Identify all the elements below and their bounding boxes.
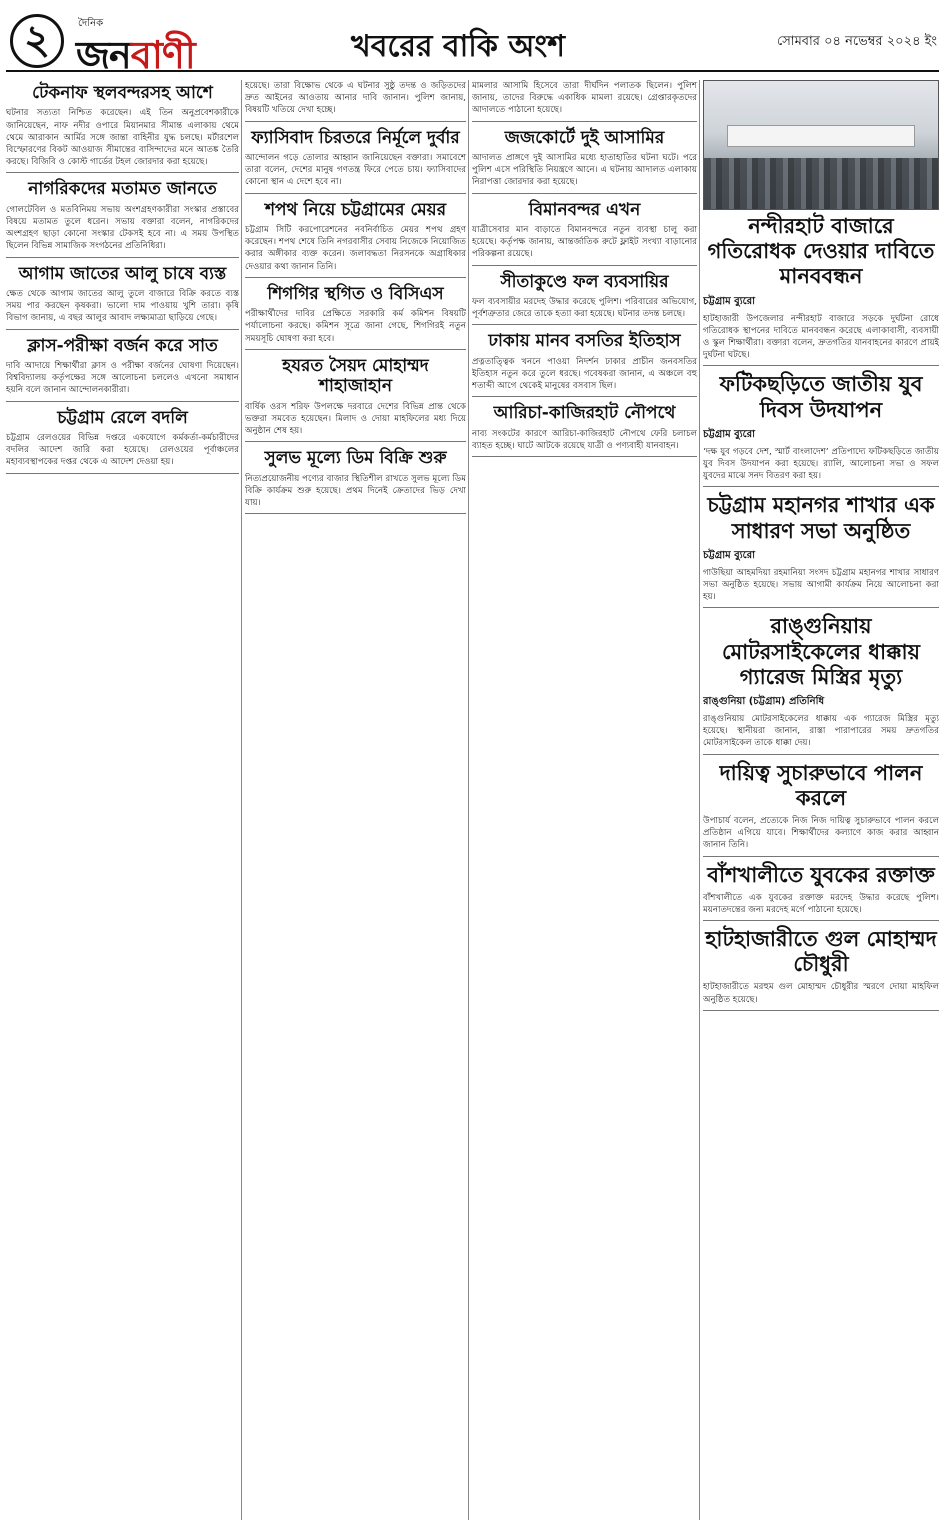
news-story bbox=[703, 214, 939, 366]
news-story bbox=[6, 408, 239, 474]
story-body: ক্ষেত থেকে আগাম জাতের আলু তুলে বাজারে বিক্রি করতে ব্যস্ত সময় পার করছেন কৃষকরা। ভালো দাম পাওয়ায় খুশি তারা। কৃষি বিভাগ জানায়, এ বছর আলুর আবাদ লক্ষ্যমাত্রা ছাড়িয়ে গেছে। bbox=[6, 289, 239, 324]
story-headline: বিমানবন্দর এখন bbox=[528, 199, 641, 220]
news-story bbox=[703, 614, 939, 754]
story-headline: জজকোর্টে দুই আসামির bbox=[504, 127, 665, 148]
news-story bbox=[6, 264, 239, 330]
news-story bbox=[245, 128, 466, 194]
news-story bbox=[245, 356, 466, 442]
story-headline: চট্টগ্রাম মহানগর শাখার এক সাধারণ সভা অনুষ্ঠিত bbox=[707, 493, 935, 543]
story-body: আন্দোলন গড়ে তোলার আহ্বান জানিয়েছেন বক্তারা। সমাবেশে তারা বলেন, দেশের মানুষ গণতন্ত্র ফিরে পেতে চায়। ফ্যাসিবাদের কোনো স্থান এ দেশে হবে না। bbox=[245, 153, 466, 188]
news-story bbox=[472, 331, 697, 397]
crowd-image bbox=[704, 158, 938, 209]
story-body: চট্টগ্রাম সিটি করপোরেশনের নবনির্বাচিত মেয়র শপথ গ্রহণ করেছেন। শপথ শেষে তিনি নগরবাসীর সেবায় নিজেকে নিয়োজিত করার অঙ্গীকার ব্যক্ত করেন। জলাবদ্ধতা নিরসনকে অগ্রাধিকার দেওয়ার কথা জানান তিনি। bbox=[245, 225, 466, 272]
story-headline: আরিচা-কাজিরহাট নৌপথে bbox=[493, 403, 676, 424]
news-story bbox=[6, 336, 239, 402]
logo-red-text: বাণী bbox=[130, 33, 195, 77]
story-body: দাবি আদায়ে শিক্ষার্থীরা ক্লাস ও পরীক্ষা বর্জনের ঘোষণা দিয়েছেন। বিশ্ববিদ্যালয় কর্তৃপক্ষের সঙ্গে আলোচনা চললেও এখনো সমাধান হয়নি বলে জানান আন্দোলনকারীরা। bbox=[6, 361, 239, 396]
story-body: নাব্য সংকটের কারণে আরিচা-কাজিরহাট নৌপথে ফেরি চলাচল ব্যাহত হচ্ছে। ঘাটে আটকে রয়েছে যাত্রী ও পণ্যবাহী যানবাহন। bbox=[472, 428, 697, 451]
story-body: প্রত্নতাত্ত্বিক খননে পাওয়া নিদর্শন ঢাকার প্রাচীন জনবসতির ইতিহাস নতুন করে তুলে ধরছে। গবেষকরা জানান, এ অঞ্চলে বহু শতাব্দী আগে থেকেই মানুষের বসবাস ছিল। bbox=[472, 356, 697, 392]
news-story bbox=[703, 372, 939, 487]
story-body: বার্ষিক ওরস শরিফ উপলক্ষে দরবারে দেশের বিভিন্ন প্রান্ত থেকে ভক্তরা সমবেত হয়েছেন। মিলাদ ও দোয়া মাহফিলের মধ্য দিয়ে অনুষ্ঠান শেষ হয়। bbox=[245, 401, 466, 436]
column-4 bbox=[703, 80, 939, 1520]
story-headline: শিগগির স্থগিত ও বিসিএস bbox=[267, 283, 444, 304]
story-body: বাঁশখালীতে এক যুবকের রক্তাক্ত মরদেহ উদ্ধার করেছে পুলিশ। ময়নাতদন্তের জন্য মরদেহ মর্গে পাঠানো হয়েছে। bbox=[703, 892, 939, 915]
story-headline: রাঙ্গুনিয়ায় মোটরসাইকেলের ধাক্কায় গ্যারেজ মিস্ত্রির মৃত্যু bbox=[721, 614, 920, 689]
story-body: চট্টগ্রাম রেলওয়ের বিভিন্ন দপ্তরে একযোগে কর্মকর্তা-কর্মচারীদের বদলির আদেশ জারি করা হয়েছে। রেলওয়ের পূর্বাঞ্চলের মহাব্যবস্থাপকের দপ্তর থেকে এ আদেশ দেওয়া হয়। bbox=[6, 433, 239, 468]
news-story bbox=[472, 200, 697, 266]
story-headline: হাটহাজারীতে গুল মোহাম্মদ চৌধুরী bbox=[705, 927, 937, 977]
page-number: ২ bbox=[10, 14, 64, 68]
news-story bbox=[472, 272, 697, 326]
column-3 bbox=[472, 80, 697, 1520]
story-headline: বাঁশখালীতে যুবকের রক্তাক্ত bbox=[707, 862, 935, 887]
news-story bbox=[472, 80, 697, 122]
story-body: ফল ব্যবসায়ীর মরদেহ উদ্ধার করেছে পুলিশ। পরিবারের অভিযোগ, পূর্বশত্রুতার জেরে তাকে হত্যা করা হয়েছে। ঘটনার তদন্ত চলছে। bbox=[472, 297, 697, 320]
story-body: রাঙ্গুনিয়ায় মোটরসাইকেলের ধাক্কায় এক গ্যারেজ মিস্ত্রির মৃত্যু হয়েছে। স্থানীয়রা জানান, রাস্তা পারাপারের সময় দ্রুতগতির মোটরসাইকেল তাকে ধাক্কা দেয়। bbox=[703, 713, 939, 749]
story-headline: নাগরিকদের মতামত জানতে bbox=[28, 179, 217, 200]
news-story bbox=[245, 80, 466, 122]
story-headline: ফ্যাসিবাদ চিরতরে নির্মূলে দুর্বার bbox=[251, 127, 460, 148]
story-headline: ঢাকায় মানব বসতির ইতিহাস bbox=[488, 331, 681, 352]
masthead bbox=[6, 10, 939, 77]
story-byline: চট্টগ্রাম ব্যুরো bbox=[703, 549, 756, 561]
story-headline: চট্টগ্রাম রেলে বদলি bbox=[57, 407, 188, 428]
story-headline: সীতাকুণ্ডে ফল ব্যবসায়ির bbox=[500, 271, 669, 292]
news-story bbox=[245, 448, 466, 514]
logo-kicker: দৈনিক bbox=[78, 18, 104, 29]
story-body: নিত্যপ্রয়োজনীয় পণ্যের বাজার স্থিতিশীল রাখতে সুলভ মূল্যে ডিম বিক্রি কার্যক্রম শুরু হয়েছে। প্রথম দিনেই ক্রেতাদের ভিড় দেখা যায়। bbox=[245, 473, 466, 508]
story-body: গাউছিয়া আহমদিয়া রহমানিয়া সংসদ চট্টগ্রাম মহানগর শাখার সাধারণ সভা অনুষ্ঠিত হয়েছে। সভায় আগামী কার্যক্রম নিয়ে আলোচনা করা হয়। bbox=[703, 567, 939, 603]
column-2 bbox=[245, 80, 466, 1520]
story-body: ঘটনার সত্যতা নিশ্চিত করেছেন। এই তিন অনুপ্রবেশকারীকে জানিয়েছেন, নাফ নদীর ওপারে মিয়ানমার সীমান্ত এলাকায় থেমে থেমে আরাকান আর্মির সঙ্গে জান্তা বাহিনীর যুদ্ধ চলছে। মর্টারশেল বিস্ফোরণের বিকট আওয়াজ সীমান্তের বাসিন্দাদের মনে আতঙ্ক তৈরি করছে। বিজিবি ও কোস্ট গার্ডের টহল জোরদার করা হয়েছে। bbox=[6, 108, 239, 168]
story-body: পরীক্ষার্থীদের দাবির প্রেক্ষিতে সরকারি কর্ম কমিশন বিষয়টি পর্যালোচনা করছে। কমিশন সূত্রে জানা গেছে, শিগগিরই নতুন সময়সূচি ঘোষণা করা হবে। bbox=[245, 309, 466, 344]
story-byline: চট্টগ্রাম ব্যুরো bbox=[703, 295, 756, 307]
column-divider bbox=[699, 80, 700, 1520]
news-story bbox=[245, 284, 466, 350]
news-story bbox=[472, 403, 697, 457]
story-body: মামলার আসামি হিসেবে তারা দীর্ঘদিন পলাতক ছিলেন। পুলিশ জানায়, তাদের বিরুদ্ধে একাধিক মামলা রয়েছে। গ্রেপ্তারকৃতদের আদালতে পাঠানো হয়েছে। bbox=[472, 81, 697, 116]
story-body: আদালত প্রাঙ্গণে দুই আসামির মধ্যে হাতাহাতির ঘটনা ঘটে। পরে পুলিশ এসে পরিস্থিতি নিয়ন্ত্রণে আনে। এ ঘটনায় আদালত এলাকায় নিরাপত্তা জোরদার করা হয়েছে। bbox=[472, 153, 697, 188]
story-body: উপাচার্য বলেন, প্রত্যেকে নিজ নিজ দায়িত্ব সুচারুভাবে পালন করলে প্রতিষ্ঠান এগিয়ে যাবে। শিক্ষার্থীদের কল্যাণে কাজ করার আহ্বান জানান তিনি। bbox=[703, 815, 939, 851]
story-headline: শপথ নিয়ে চট্টগ্রামের মেয়র bbox=[264, 199, 447, 220]
story-body: যাত্রীসেবার মান বাড়াতে বিমানবন্দরে নতুন ব্যবস্থা চালু করা হয়েছে। কর্তৃপক্ষ জানায়, আন্তর্জাতিক রুটে ফ্লাইট সংখ্যা বাড়ানোর পরিকল্পনা রয়েছে। bbox=[472, 225, 697, 260]
story-body: হাটহাজারীতে মরহুম গুল মোহাম্মদ চৌধুরীর স্মরণে দোয়া মাহফিল অনুষ্ঠিত হয়েছে। bbox=[703, 982, 939, 1005]
story-headline: সুলভ মূল্যে ডিম বিক্রি শুরু bbox=[264, 448, 447, 469]
story-byline: রাঙ্গুনিয়া (চট্টগ্রাম) প্রতিনিধি bbox=[703, 695, 825, 707]
news-story bbox=[703, 761, 939, 857]
news-story bbox=[703, 927, 939, 1011]
story-headline: আগাম জাতের আলু চাষে ব্যস্ত bbox=[18, 263, 227, 284]
column-divider bbox=[468, 80, 469, 1520]
story-body: ‘দক্ষ যুব গড়বে দেশ, স্মার্ট বাংলাদেশ’ প্রতিপাদ্যে ফটিকছড়িতে জাতীয় যুব দিবস উদযাপন করা হয়েছে। র‍্যালি, আলোচনা সভা ও সফল যুবদের মাঝে সনদ বিতরণ করা হয়। bbox=[703, 446, 939, 482]
story-headline: ক্লাস-পরীক্ষা বর্জন করে সাত bbox=[27, 335, 218, 356]
story-body: হাটহাজারী উপজেলার নন্দীরহাট বাজারে সড়কে দুর্ঘটনা রোধে গতিরোধক স্থাপনের দাবিতে মানববন্ধন করেছে এলাকাবাসী, ব্যবসায়ী ও স্কুল শিক্ষার্থীরা। বক্তারা বলেন, দ্রুতগতির যানবাহনের কারণে প্রায়ই দুর্ঘটনা ঘটছে। bbox=[703, 313, 939, 361]
news-story bbox=[703, 493, 939, 608]
story-headline: ফটিকছড়িতে জাতীয় যুব দিবস উদযাপন bbox=[719, 372, 923, 422]
story-body: হয়েছে। তারা বিক্ষোভ থেকে এ ঘটনার সুষ্ঠু তদন্ত ও জড়িতদের দ্রুত আইনের আওতায় আনার দাবি জানান। পুলিশ জানায়, বিষয়টি খতিয়ে দেখা হচ্ছে। bbox=[245, 81, 466, 116]
story-headline: হযরত সৈয়দ মোহাম্মদ শাহাজাহান bbox=[282, 355, 429, 397]
logo-black-text: জন bbox=[76, 33, 131, 77]
news-story bbox=[703, 863, 939, 922]
story-headline: নন্দীরহাট বাজারে গতিরোধক দেওয়ার দাবিতে মানববন্ধন bbox=[707, 214, 935, 289]
issue-date: সোমবার ০৪ নভেম্বর ২০২৪ ইং bbox=[776, 34, 937, 49]
protest-banner bbox=[727, 125, 914, 147]
story-body: গোলটেবিল ও মতবিনিময় সভায় অংশগ্রহণকারীরা সংস্কার প্রস্তাবের বিষয়ে মতামত তুলে ধরেন। সভায় বক্তারা বলেন, নাগরিকদের অংশগ্রহণ ছাড়া কোনো সংস্কার টেকসই হবে না। এ সময় উপস্থিত ছিলেন বিভিন্ন সামাজিক সংগঠনের প্রতিনিধিরা। bbox=[6, 204, 239, 252]
news-photo bbox=[703, 80, 939, 210]
section-title: খবরের বাকি অংশ bbox=[351, 29, 565, 64]
news-story bbox=[245, 200, 466, 278]
column-divider bbox=[241, 80, 242, 1520]
story-byline: চট্টগ্রাম ব্যুরো bbox=[703, 428, 756, 440]
story-headline: টেকনাফ স্থলবন্দরসহ আশে bbox=[32, 83, 213, 103]
news-story bbox=[6, 83, 239, 173]
story-headline: দায়িত্ব সুচারুভাবে পালন করলে bbox=[719, 760, 923, 810]
column-1 bbox=[6, 80, 239, 1520]
news-story bbox=[472, 128, 697, 194]
news-story bbox=[6, 179, 239, 257]
